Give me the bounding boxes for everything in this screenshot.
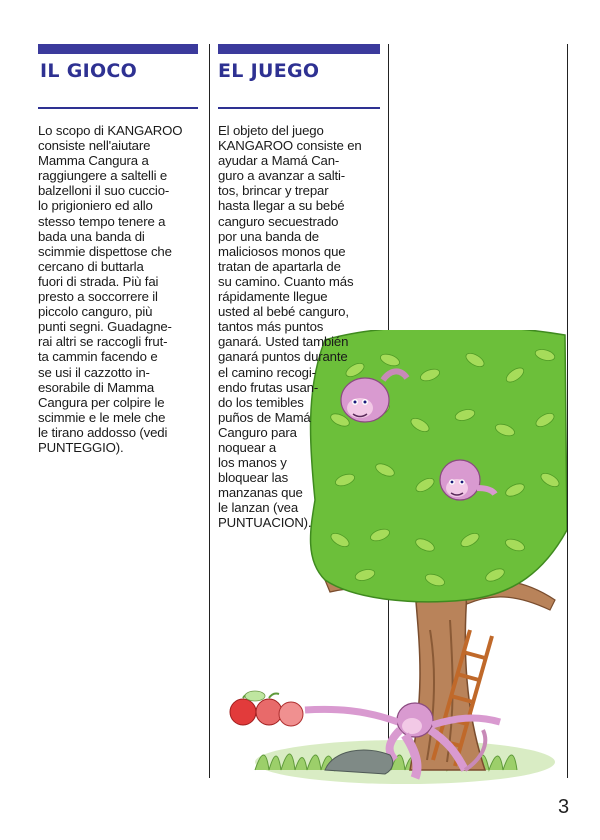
- column-header-bar-spanish: [218, 44, 380, 54]
- body-text-italian: Lo scopo di KANGAROO consiste nell'aiutare Mamma Cangura a raggiungere a saltelli e balzelloni il suo cuccio- lo prigioniero ed allo stesso tempo tenere a bada una banda di scimmie dispettose che cercano di buttarla fuori di strada. Più fai presto a soccorrere il piccolo canguro, più punti segni. Guadagne- rai altri se raccogli frut- ta cammin facendo e se usi il cazzotto in- esorabile di Mamma Cangura per colpire le scimmie e le mele che le tirano addosso (vedi PUNTEGGIO).: [38, 123, 183, 455]
- grass-icon: [255, 740, 555, 784]
- body-text-spanish: El objeto del juego KANGAROO consiste en ayudar a Mamá Can- guro a avanzar a salti- tos, brincar y trepar hasta llegar a su bebé canguro secuestrado por una banda de maliciosos monos que tratan de apartarla de su camino. Cuanto más rápidamente llegue usted al bebé canguro, tantos más puntos ganará. Usted también ganará puntos durante el camino recogi- endo frutas usan- do los temibles puños de Mamá Canguro para noquear a los manos y bloquear las manzanas que le lanzan (vea PUNTUACION).: [218, 123, 362, 531]
- page-edge-line: [567, 44, 568, 778]
- section-heading-spanish: EL JUEGO: [218, 60, 320, 82]
- section-heading-italian: IL GIOCO: [40, 60, 138, 82]
- apple-icon: [230, 691, 303, 726]
- page-number: 3: [558, 796, 570, 818]
- column-divider-left: [209, 44, 210, 778]
- heading-rule-italian: [38, 107, 198, 109]
- column-header-bar-italian: [38, 44, 198, 54]
- heading-rule-spanish: [218, 107, 380, 109]
